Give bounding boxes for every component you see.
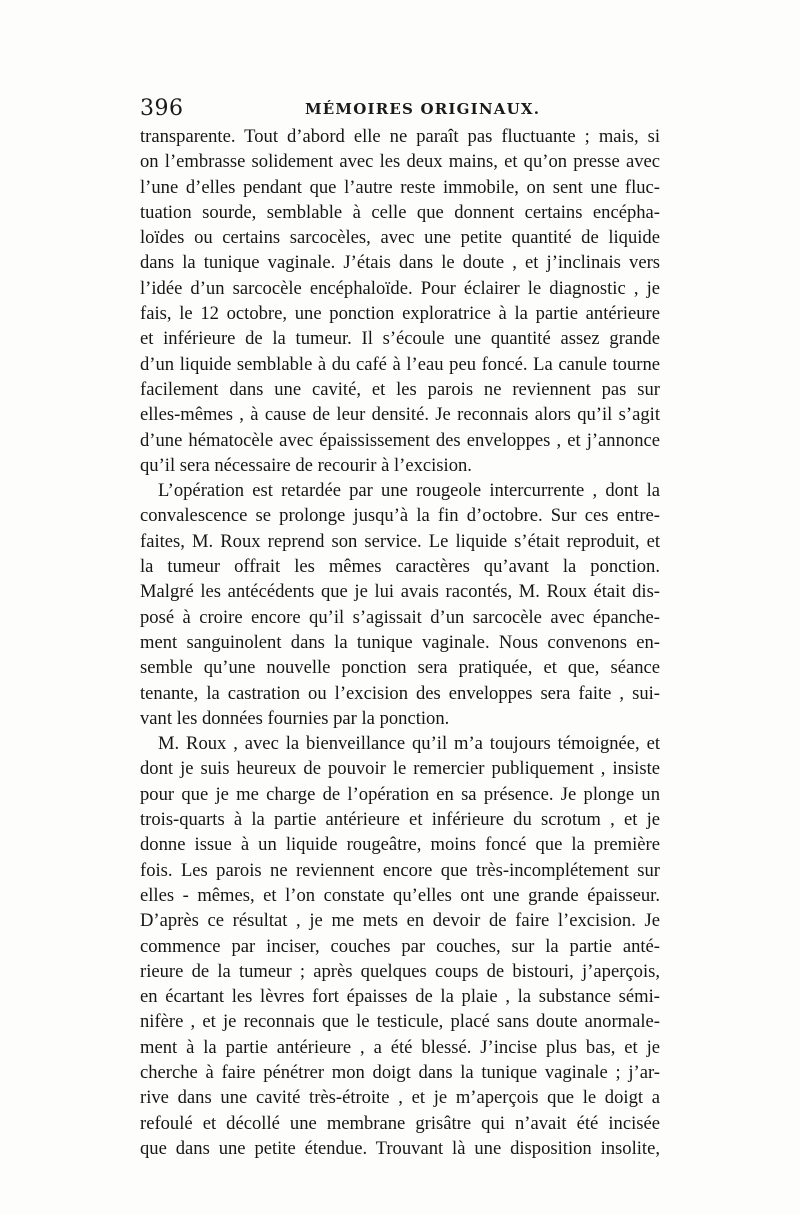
text-line: vant les données fournies par la ponction. <box>140 707 450 729</box>
text-line: tuation sourde, semblable à celle que donnent certains encépha- <box>140 201 660 223</box>
text-line: l’idée d’un sarcocèle encéphaloïde. Pour éclairer le diagnostic , je <box>140 277 660 299</box>
body-text <box>140 124 660 1161</box>
text-line: refoulé et décollé une membrane grisâtre qui n’avait été incisée <box>140 1112 660 1134</box>
text-line: trois-quarts à la partie antérieure et inférieure du scrotum , et je <box>140 809 660 831</box>
text-line: loïdes ou certains sarcocèles, avec une petite quantité de liquide <box>140 227 660 249</box>
text-line: faites, M. Roux reprend son service. Le liquide s’était reproduit, et <box>140 530 660 552</box>
text-line: d’une hématocèle avec épaississement des enveloppes , et j’annonce <box>140 429 660 451</box>
text-line: semble qu’une nouvelle ponction sera pratiquée, et que, séance <box>140 657 660 679</box>
page-number: 396 <box>140 96 184 121</box>
text-line: et inférieure de la tumeur. Il s’écoule une quantité assez grande <box>140 328 660 350</box>
text-line: on l’embrasse solidement avec les deux mains, et qu’on presse avec <box>140 151 660 173</box>
text-line: tenante, la castration ou l’excision des enveloppes sera faite , sui- <box>140 682 660 704</box>
text-line: Malgré les antécédents que je lui avais racontés, M. Roux était dis- <box>140 581 660 603</box>
text-line: rieure de la tumeur ; après quelques coups de bistouri, j’aperçois, <box>140 960 660 982</box>
text-line: donne issue à un liquide rougeâtre, moins foncé que la première <box>140 834 660 856</box>
text-line: convalescence se prolonge jusqu’à la fin d’octobre. Sur ces entre- <box>140 505 660 527</box>
text-line: transparente. Tout d’abord elle ne paraît pas fluctuante ; mais, si <box>140 126 660 147</box>
text-line: ment sanguinolent dans la tunique vaginale. Nous convenons en- <box>140 631 660 653</box>
text-line: pour que je me charge de l’opération en sa présence. Je plonge un <box>140 783 660 805</box>
text-line: en écartant les lèvres fort épaisses de la plaie , la substance sémi- <box>140 986 660 1008</box>
text-line: d’un liquide semblable à du café à l’eau peu foncé. La canule tourne <box>140 353 660 375</box>
text-line: elles - mêmes, et l’on constate qu’elles ont une grande épaisseur. <box>140 884 660 906</box>
text-line: dont je suis heureux de pouvoir le remercier publiquement , insiste <box>140 758 660 780</box>
text-line: ment à la partie antérieure , a été blessé. J’incise plus bas, et je <box>140 1036 660 1058</box>
text-line: que dans une petite étendue. Trouvant là une disposition insolite, <box>140 1137 660 1159</box>
paragraph-start-line: M. Roux , avec la bienveillance qu’il m’a toujours témoignée, et <box>158 733 660 755</box>
running-title: MÉMOIRES ORIGINAUX. <box>305 100 541 118</box>
text-line: rive dans une cavité très-étroite , et je m’aperçois que le doigt a <box>140 1087 660 1109</box>
text-line: qu’il sera nécessaire de recourir à l’excision. <box>140 454 472 476</box>
paragraph-start-line: L’opération est retardée par une rougeole intercurrente , dont la <box>158 480 660 502</box>
text-line: posé à croire encore qu’il s’agissait d’un sarcocèle avec épanche- <box>140 606 660 628</box>
running-head <box>140 96 660 126</box>
text-line: facilement dans une cavité, et les parois ne reviennent pas sur <box>140 378 660 400</box>
text-line: cherche à faire pénétrer mon doigt dans la tunique vaginale ; j’ar- <box>140 1061 660 1083</box>
text-line: l’une d’elles pendant que l’autre reste immobile, on sent une fluc- <box>140 176 660 198</box>
text-line: dans la tunique vaginale. J’étais dans le doute , et j’inclinais vers <box>140 252 660 274</box>
text-line: elles-mêmes , à cause de leur densité. Je reconnais alors qu’il s’agit <box>140 404 660 426</box>
text-line: la tumeur offrait les mêmes caractères qu’avant la ponction. <box>140 556 660 578</box>
text-line: commence par inciser, couches par couches, sur la partie anté- <box>140 935 660 957</box>
text-line: D’après ce résultat , je me mets en devoir de faire l’excision. Je <box>140 910 660 932</box>
text-line: fais, le 12 octobre, une ponction exploratrice à la partie antérieure <box>140 303 660 325</box>
text-line: fois. Les parois ne reviennent encore que très-incomplétement sur <box>140 859 660 881</box>
text-line: nifère , et je reconnais que le testicule, placé sans doute anormale- <box>140 1011 660 1033</box>
